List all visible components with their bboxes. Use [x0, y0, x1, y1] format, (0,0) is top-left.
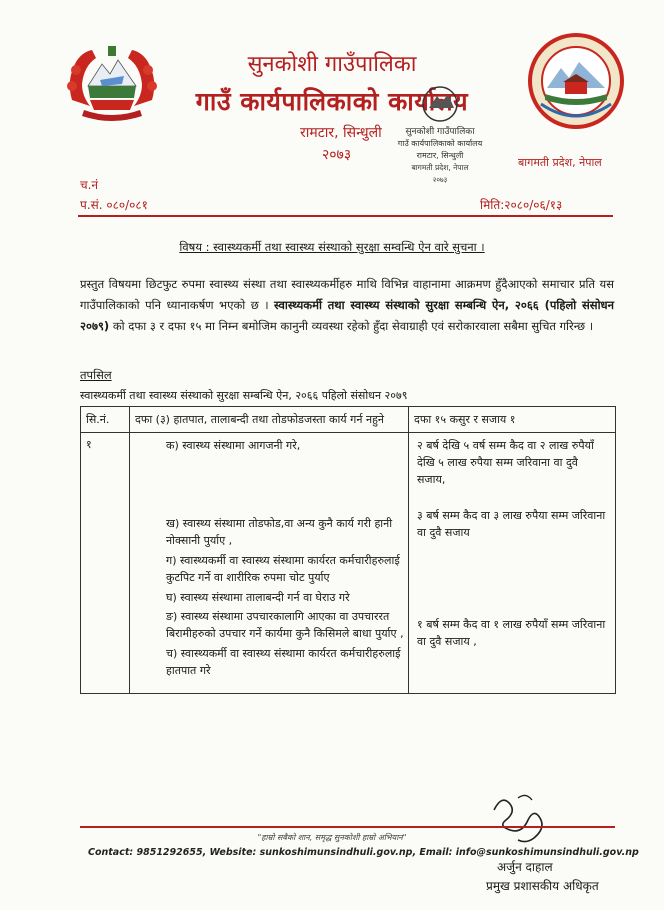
header-section-15: दफा १५ कसुर र सजाय १	[409, 407, 616, 433]
penalty-item: ३ बर्ष सम्म कैद वा ३ लाख रुपैया सम्म जरिवाना वा दुवै सजाय	[417, 509, 606, 539]
signer-name: अर्जुन दाहाल	[497, 860, 553, 874]
penalty-item: १ बर्ष सम्म कैद वा १ लाख रुपैयाँ सम्म जरिवाना वा दुवै सजाय ,	[417, 618, 606, 648]
signer-title: प्रमुख प्रशासकीय अधिकृत	[486, 879, 599, 893]
header-serial: सि.नं.	[81, 407, 130, 433]
office-title: गाउँ कार्यपालिकाको कार्यालय	[195, 87, 469, 116]
offence-item: ख) स्वास्थ्य संस्थामा तोडफोड,वा अन्य कुनै कार्य गरी हानी नोक्सानी पुर्याए ,	[166, 517, 393, 547]
stamp-line-3: रामटार, सिन्धुली	[416, 151, 464, 160]
footer-divider	[80, 826, 615, 828]
office-address: रामटार, सिन्धुली	[300, 125, 382, 141]
penalty-table	[80, 406, 616, 694]
header-section-3: दफा (३) हातपात, तालाबन्दी तथा तोडफोडजस्ता कार्य गर्न नहुने	[130, 407, 409, 433]
stamp-line-5: २०७३	[432, 176, 448, 184]
office-year: २०७३	[322, 147, 352, 163]
offence-item: ग) स्वास्थ्यकर्मी वा स्वास्थ्य संस्थामा कार्यरत कर्मचारीहरुलाई कुटपिट गर्ने वा शारीरिक रुपमा चोट पुर्याए	[166, 554, 400, 584]
municipality-logo-icon	[527, 32, 625, 130]
footer-slogan: "हाम्रो सबैको शान, समृद्ध सुनकोशी हाम्रो अभियान"	[257, 833, 407, 842]
subject-line: विषय : स्वास्थ्यकर्मी तथा स्वास्थ्य संस्थाको सुरक्षा सम्वन्धि ऐन वारे सुचना ।	[179, 240, 485, 254]
body-text-part-2: को दफा ३ र दफा १५ मा निम्न बमोजिम कानुनी व्यवस्था रहेको हुँदा सेवाग्राही एवं सरोकारवाला सबैमा सुचित गरिन्छ ।	[109, 319, 594, 333]
table-row	[81, 433, 616, 694]
table-caption: स्वास्थ्यकर्मी तथा स्वास्थ्य संस्थाको सुरक्षा सम्बन्धि ऐन, २०६६ पहिलो संसोधन २०७९	[80, 389, 408, 402]
table-header-row	[81, 407, 616, 433]
offence-item: घ) स्वास्थ्य संस्थामा तालाबन्दी गर्न वा घेराउ गरे	[166, 591, 350, 604]
reference-pasa: प.सं. ०८०/०८१	[80, 198, 148, 212]
offence-item: क) स्वास्थ्य संस्थामा आगजनी गरे,	[166, 439, 301, 452]
reference-cha-no: च.नं	[80, 178, 99, 192]
reference-date: मिति:२०८०/०६/१३	[480, 198, 563, 212]
body-text-part-1: प्रस्तुत विषयमा छिटफुट रुपमा स्वास्थ्य संस्था तथा स्वास्थ्यकर्मीहरु माथि विभिन्न वाहानामा आक्रमण हुँदैआएको समाचार प्रति यस गाउँपालिकाको पनि ध्यानाकर्षण भएको छ ।	[80, 277, 614, 312]
offence-item: च) स्वास्थ्यकर्मी वा स्वास्थ्य संस्थामा कार्यरत कर्मचारीहरुलाई हातपात गरे	[166, 647, 401, 677]
penalty-item: २ बर्ष देखि ५ वर्ष सम्म कैद वा २ लाख रुपैयाँ देखि ५ लाख रुपैया सम्म जरिवाना वा दुवै सजाय,	[417, 439, 594, 486]
office-name: सुनकोशी गाउँपालिका	[247, 52, 417, 77]
penalty-cell	[409, 433, 616, 694]
body-paragraph	[80, 274, 614, 337]
body-text-bold: स्वास्थ्यकर्मी तथा स्वास्थ्य संस्थाको सुरक्षा सम्बन्धि ऐन, २०६६ (पहिलो संसोधन २०७९)	[80, 298, 615, 333]
stamp-line-4: बागमती प्रदेश, नेपाल	[411, 163, 469, 172]
header-divider	[78, 215, 613, 217]
footer-contact: Contact: 9851292655, Website: sunkoshimunsindhuli.gov.np, Email: info@sunkoshimunsindhuli.gov.np	[88, 847, 639, 858]
offence-cell	[130, 433, 409, 694]
stamp-line-1: सुनकोशी गाउँपालिका	[405, 127, 475, 137]
office-stamp	[392, 84, 488, 188]
offence-item: ङ) स्वास्थ्य संस्थामा उपचारकालागि आएका वा उपचाररत बिरामीहरुको उपचार गर्ने कार्यमा कुनै किसिमले बाधा पुर्याए ,	[166, 610, 404, 640]
row-serial: १	[81, 433, 130, 694]
stamp-line-2: गाउँ कार्यपालिकाको कार्यालय	[397, 139, 483, 148]
tapasil-heading: तपसिल	[80, 368, 112, 382]
office-province: बागमती प्रदेश, नेपाल	[518, 156, 602, 169]
